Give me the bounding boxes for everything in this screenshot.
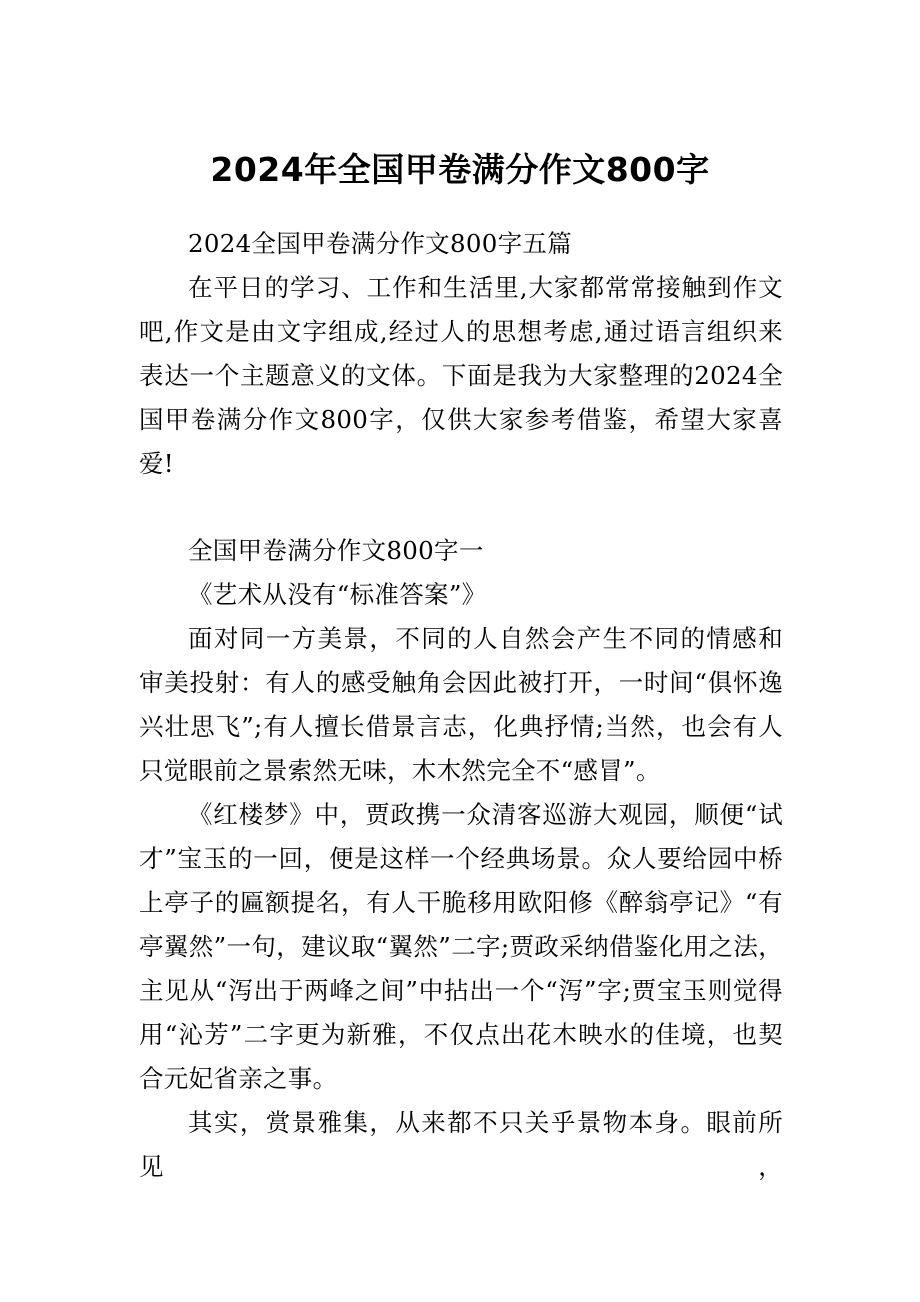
body-paragraph: 其实，赏景雅集，从来都不只关乎景物本身。眼前所见， [139,1108,783,1181]
body-paragraph: 面对同一方美景，不同的人自然会产生不同的情感和审美投射：有人的感受触角会因此被打开，一时间“俱怀逸兴壮思飞”;有人擅长借景言志，化典抒情;当然，也会有人只觉眼前之景索然无味，木木然完全不“感冒”。 [139,624,783,785]
section-heading: 全国甲卷满分作文800字一 [188,536,484,565]
essay-title: 《艺术从没有“标准答案”》 [188,580,487,609]
intro-paragraph: 在平日的学习、工作和生活里,大家都常常接触到作文吧,作文是由文字组成,经过人的思想考虑,通过语言组织来表达一个主题意义的文体。下面是我为大家整理的2024全国甲卷满分作文800字，仅供大家参考借鉴，希望大家喜爱! [139,273,783,478]
document-body [139,222,783,1189]
subtitle-paragraph: 2024全国甲卷满分作文800字五篇 [188,229,573,258]
body-paragraph: 《红楼梦》中，贾政携一众清客巡游大观园，顺便“试才”宝玉的一回，便是这样一个经典场景。众人要给园中桥上亭子的匾额提名，有人干脆移用欧阳修《醉翁亭记》“有亭翼然”一句，建议取“翼然”二字;贾政采纳借鉴化用之法，主见从“泻出于两峰之间”中拈出一个“泻”字;贾宝玉则觉得用“沁芳”二字更为新雅，不仅点出花木映水的佳境，也契合元妃省亲之事。 [139,800,783,1093]
document-title: 2024年全国甲卷满分作文800字 [210,150,710,189]
